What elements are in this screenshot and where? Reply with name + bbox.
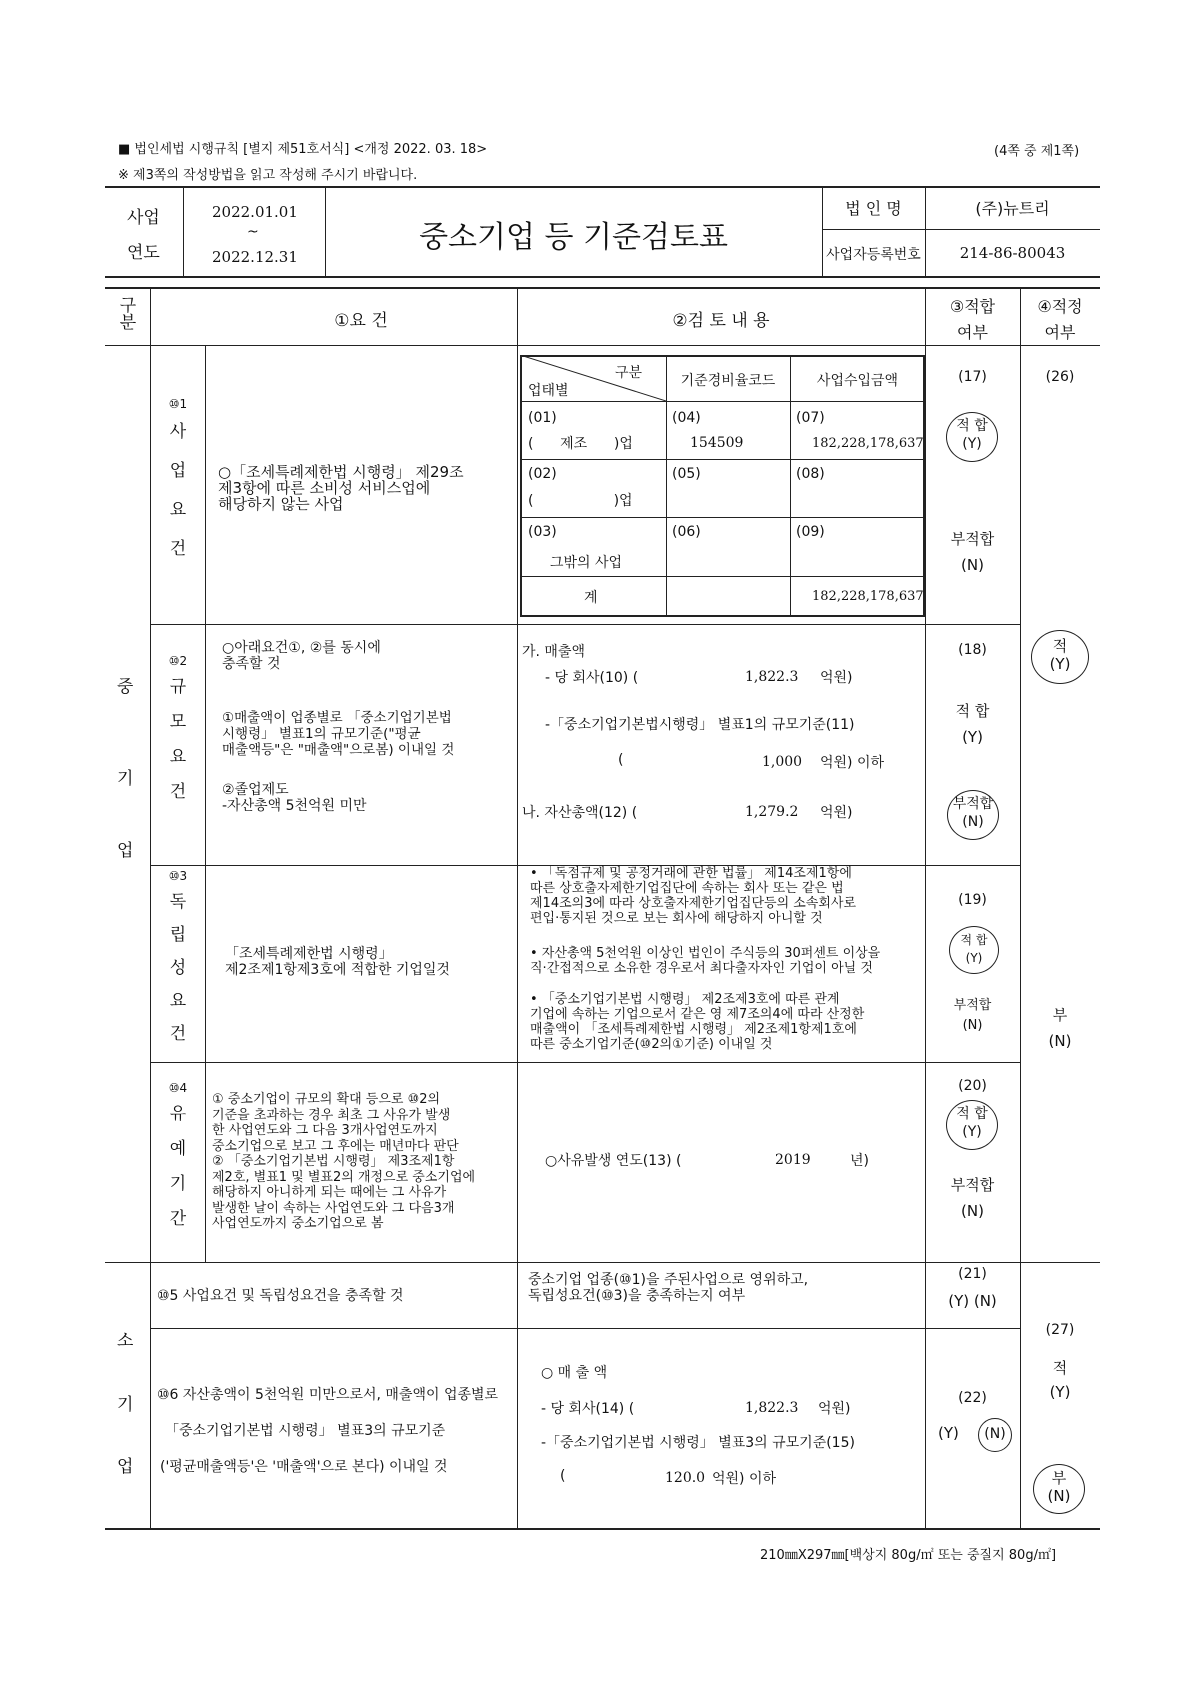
row104-requirement: ① 중소기업이 규모의 확대 등으로 ⑩2의 기준을 초과하는 경우 최초 그 사유가 발생 한 사업연도와 그 다음 3개사업연도까지 중소기업으로 보고 그 후에는 매년마다 판단 ② 「중소기업기본법 시행령」 제3조제1항 제2호, 별표1 및 별표2의 개정으로 중소기업에 해당하지 아니하게 되는 때에는 그 사유가 발생한 날이 속하는 사업연도와 그 다음3개 사업연도까지 중소기업으로 봄 [212, 1092, 476, 1231]
side-label-small-2: 기 [117, 1395, 134, 1415]
row102-review-e: 나. 자산총액(12) ( [522, 805, 638, 821]
row106-sales-value: 1,822.3 [745, 1400, 799, 1416]
row106-review-d: ( [560, 1468, 566, 1484]
row101-requirement: ○「조세특례제한법 시행령」 제29조 제3항에 따른 소비성 서비스업에 해당하지 않는 사업 [218, 463, 464, 513]
row105-requirement: ⑩5 사업요건 및 독립성요건을 충족할 것 [157, 1288, 404, 1304]
row104-review: ○사유발생 연도(13) ( [545, 1153, 682, 1169]
row106-std-value: 120.0 [665, 1470, 706, 1486]
row102-sales-unit: 억원) [820, 670, 853, 686]
side-label-small-1: 소 [117, 1331, 134, 1351]
row102-fit-no: (18) [958, 642, 987, 658]
inner-divider [520, 459, 925, 460]
row102-proper-yes-circled: 적 (Y) [1031, 630, 1089, 684]
row101-label: ⑩1 사 업 요 건 [168, 397, 188, 559]
header-requirement: ①요 건 [334, 311, 388, 331]
row106-proper-no: (27) [1045, 1322, 1075, 1338]
row102-review-d: ( [618, 752, 624, 768]
table-header-code: 기준경비율코드 [680, 373, 776, 389]
row104-fit-yes-circled: 적 합 (Y) [946, 1100, 998, 1150]
paper-spec-footer: 210㎜X297㎜[백상지 80g/㎡ 또는 중질지 80g/㎡] [760, 1548, 1057, 1563]
row102-asset-unit: 억원) [820, 805, 853, 821]
inner-divider [520, 401, 925, 402]
row104-fit-no-label: 부적합 (N) [950, 1176, 995, 1220]
biz-reg-label: 사업자등록번호 [826, 247, 921, 263]
row103-fit-no-label: 부적합 (N) [953, 998, 992, 1033]
total-label: 계 [584, 590, 598, 606]
row106-fit-y: (Y) [938, 1424, 959, 1442]
divider [183, 186, 184, 276]
page-title: 중소기업 등 기준검토표 [419, 220, 728, 255]
row103-review-2: • 자산총액 5천억원 이상인 법인이 주식등의 30퍼센트 이상을 직·간접적으로 소유한 경우로서 최다출자자인 기업이 아닐 것 [530, 946, 881, 976]
section-divider [105, 1262, 1100, 1263]
row102-asset-value: 1,279.2 [745, 804, 799, 820]
inner-divider [790, 355, 791, 617]
row106-req-3: ('평균매출액등'은 '매출액'으로 본다) 이내일 것 [160, 1459, 448, 1475]
side-label-sme-3: 업 [117, 841, 134, 861]
side-label-sme-1: 중 [117, 677, 134, 697]
table-bottom-border [105, 1528, 1100, 1530]
table-top-border [105, 287, 1100, 289]
period-tilde: ~ [247, 224, 259, 240]
row104-year-unit: 년) [850, 1153, 869, 1169]
row103-fit-no: (19) [958, 892, 987, 908]
row-07-amount: 182,228,178,637 [812, 436, 924, 451]
total-amount: 182,228,178,637 [812, 589, 924, 604]
row-03-no: (03) [528, 524, 557, 540]
row105-fit-yn: (Y) (N) [948, 1292, 997, 1310]
row101-proper-no: (26) [1045, 369, 1075, 385]
corp-name: (주)뉴트리 [975, 199, 1050, 218]
header-fit-1: ③적합 [949, 297, 996, 316]
row-divider [150, 1062, 1020, 1063]
header-gubun: 구분 [119, 296, 137, 333]
col-divider [517, 287, 518, 1528]
row102-review-a: 가. 매출액 [522, 644, 585, 660]
header-review: ②검 토 내 용 [672, 311, 770, 331]
row-04-no: (04) [672, 410, 701, 426]
row-01-no: (01) [528, 410, 557, 426]
row102-label: ⑩2 규 모 요 건 [168, 654, 188, 802]
row-03-biz: 그밖의 사업 [550, 555, 623, 571]
header-proper-1: ④적정 [1037, 297, 1083, 316]
row102-review-b: - 당 회사(10) ( [545, 670, 639, 686]
row106-fit-no: (22) [958, 1390, 987, 1406]
row106-review-c: -「중소기업기본법 시행령」 별표3의 규모기준(15) [541, 1435, 855, 1451]
row103-requirement: 「조세특례제한법 시행령」 제2조제1항제3호에 적합한 기업일것 [225, 946, 450, 978]
row102-req-b: ①매출액이 업종별로 「중소기업기본법 시행령」 별표1의 규모기준("평균 매출액등"은 "매출액"으로봄) 이내일 것 [222, 710, 455, 758]
period-start: 2022.01.01 [212, 203, 298, 221]
row103-label: ⑩3 독 립 성 요 건 [168, 869, 188, 1044]
side-label-small-3: 업 [117, 1457, 134, 1477]
row-07-no: (07) [796, 410, 825, 426]
row106-review-a: ○ 매 출 액 [541, 1365, 608, 1381]
row103-proper-no: 부 (N) [1048, 1006, 1072, 1050]
row106-proper-yes: 적 (Y) [1049, 1359, 1071, 1401]
inner-divider [520, 576, 925, 577]
row101-fit-no-label: 부적합 (N) [950, 530, 995, 574]
header-fit-2: 여부 [957, 323, 988, 342]
inner-divider [666, 355, 667, 617]
title-bottom-border [105, 276, 1100, 278]
table-header-amount: 사업수입금액 [816, 373, 899, 389]
row-01-biz: ( 제조 )업 [528, 436, 633, 452]
row-divider [150, 624, 1020, 625]
row102-fit-no-circled: 부적합 (N) [947, 790, 999, 840]
row102-std-value: 1,000 [762, 754, 803, 770]
period-end: 2022.12.31 [212, 248, 298, 266]
row106-sales-unit: 억원) [818, 1401, 851, 1417]
row106-std-unit: 억원) 이하 [712, 1471, 777, 1487]
row102-review-c: -「중소기업기본법시행령」 별표1의 규모기준(11) [545, 717, 855, 733]
row-05-no: (05) [672, 466, 701, 482]
row102-req-c: ②졸업제도 -자산총액 5천억원 미만 [222, 782, 367, 814]
header-proper-2: 여부 [1044, 323, 1076, 342]
row-08-no: (08) [796, 466, 825, 482]
row104-fit-no: (20) [958, 1078, 987, 1094]
row-06-no: (06) [672, 524, 701, 540]
col-divider [150, 287, 151, 1528]
corp-name-label: 법 인 명 [845, 199, 902, 218]
page-info: (4쪽 중 제1쪽) [994, 144, 1080, 159]
col-divider [1020, 287, 1021, 1528]
row106-fit-n-circled: (N) [978, 1418, 1012, 1452]
row101-fit-yes-circled: 적 합 (Y) [946, 412, 998, 462]
biz-reg-no: 214-86-80043 [959, 244, 1066, 262]
row106-req-1: ⑩6 자산총액이 5천억원 미만으로서, 매출액이 업종별로 [157, 1387, 499, 1403]
header-bottom [105, 345, 1100, 346]
table-header-gubun: 구분 [615, 365, 643, 381]
title-top-border [105, 186, 1100, 188]
row-divider [150, 1328, 1020, 1329]
table-header-biz: 업태별 [528, 383, 569, 399]
row106-req-2: 「중소기업기본법 시행령」 별표3의 규모기준 [165, 1423, 446, 1439]
inner-divider [520, 517, 925, 518]
row105-fit-no: (21) [958, 1266, 987, 1282]
row106-proper-no-circled: 부 (N) [1033, 1464, 1085, 1514]
row102-fit-yes: 적 합 (Y) [955, 702, 990, 746]
row-02-biz: ( )업 [528, 493, 633, 509]
row-04-code: 154509 [690, 435, 744, 451]
row105-review: 중소기업 업종(⑩1)을 주된사업으로 영위하고, 독립성요건(⑩3)을 충족하는지 여부 [528, 1272, 809, 1304]
instruction-note: ※ 제3쪽의 작성방법을 읽고 작성해 주시기 바랍니다. [118, 168, 418, 183]
side-label-sme-2: 기 [117, 769, 134, 789]
divider [822, 229, 1100, 230]
period-label-2: 연도 [127, 243, 160, 263]
row102-req-a: ○아래요건①, ②를 동시에 충족할 것 [222, 640, 381, 672]
row102-sales-value: 1,822.3 [745, 669, 799, 685]
row103-review-3: • 「중소기업기본법 시행령」 제2조제3호에 따른 관계 기업에 속하는 기업으로서 같은 영 제7조의4에 따라 산정한 매출액이 「조세특례제한법 시행령」 제2조제1항제1호에 따른 중소기업기준(⑩2의①기준) 이내일 것 [530, 992, 865, 1052]
period-label-1: 사업 [127, 208, 160, 228]
row102-std-unit: 억원) 이하 [820, 755, 885, 771]
row103-review-1: • 「독점규제 및 공정거래에 관한 법률」 제14조제1항에 따른 상호출자제한기업집단에 속하는 회사 또는 같은 법 제14조의3에 따라 상호출자제한기업집단등의 소속회사로 편입·통지된 것으로 보는 회사에 해당하지 아니할 것 [530, 866, 857, 926]
row104-label: ⑩4 유 예 기 간 [168, 1081, 188, 1229]
col-divider [205, 345, 206, 1262]
form-reference: ■ 법인세법 시행규칙 [별지 제51호서식] <개정 2022. 03. 18> [118, 142, 488, 157]
row-09-no: (09) [796, 524, 825, 540]
row103-fit-yes-circled: 적 합 (Y) [949, 926, 999, 974]
row-02-no: (02) [528, 466, 557, 482]
row101-fit-no: (17) [958, 369, 987, 385]
row106-review-b: - 당 회사(14) ( [541, 1401, 635, 1417]
row104-year: 2019 [775, 1152, 811, 1168]
